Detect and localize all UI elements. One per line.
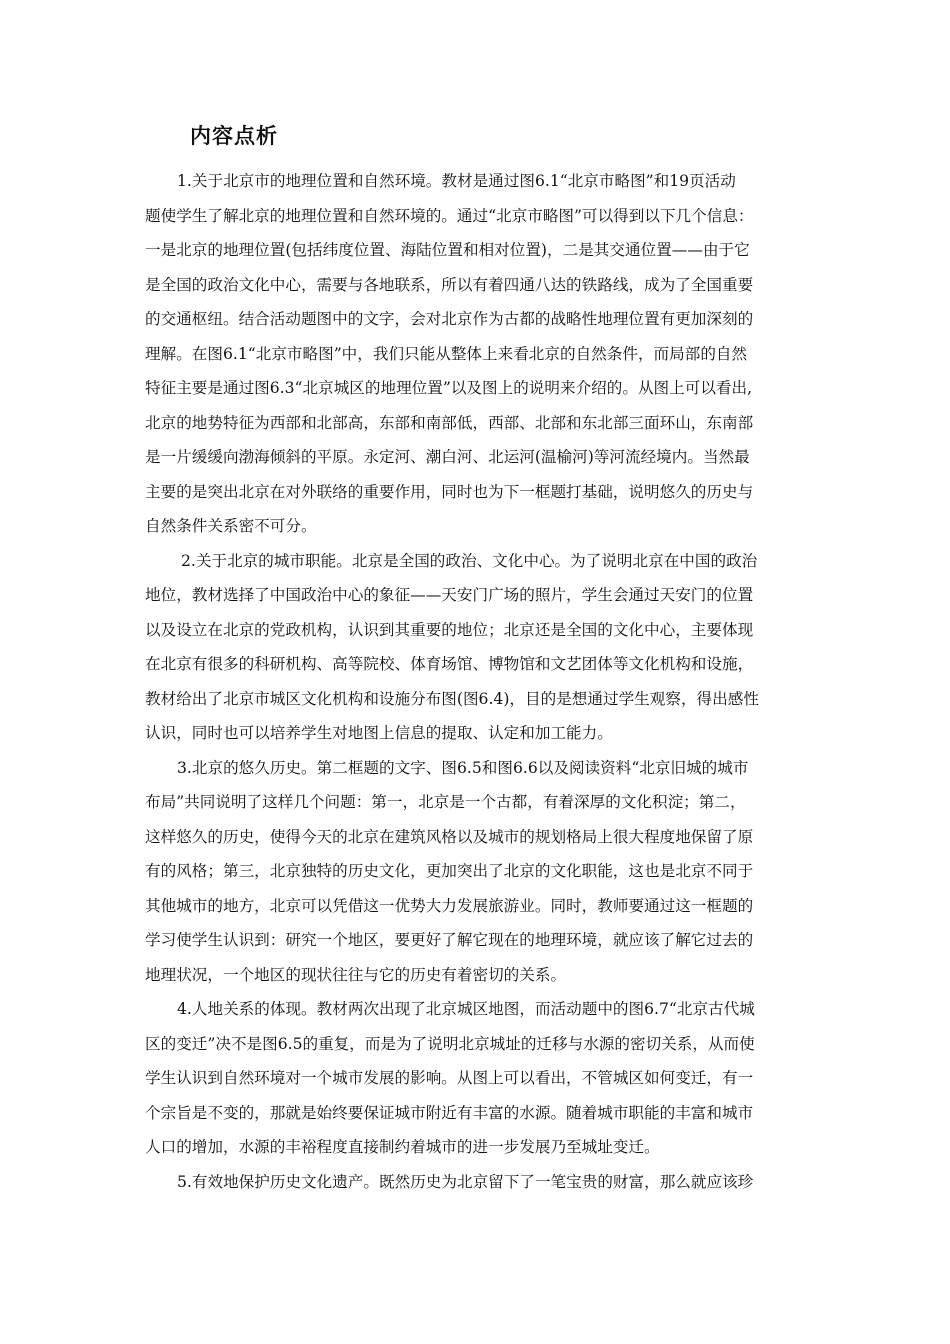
paragraph-line: 地位，教材选择了中国政治中心的象征——天安门广场的照片，学生会通过天安门的位置 <box>145 586 754 604</box>
paragraph-3 <box>145 751 815 993</box>
paragraph-line: 这样悠久的历史，使得今天的北京在建筑风格以及城市的规划格局上很大程度地保留了原 <box>145 827 754 846</box>
paragraph-2 <box>145 544 815 751</box>
paragraph-line: 一是北京的地理位置(包括纬度位置、海陆位置和相对位置)，二是其交通位置——由于它 <box>145 241 750 259</box>
paragraph-5 <box>145 1165 815 1200</box>
paragraph-line: 2.关于北京的城市职能。北京是全国的政治、文化中心。为了说明北京在中国的政治 <box>181 551 758 570</box>
paragraph-line: 学习使学生认识到：研究一个地区，要更好了解它现在的地理环境，就应该了解它过去的 <box>145 931 754 949</box>
paragraph-line: 是全国的政治文化中心，需要与各地联系，所以有着四通八达的铁路线，成为了全国重要 <box>145 275 754 294</box>
paragraph-line: 有的风格；第三，北京独特的历史文化，更加突出了北京的文化职能，这也是北京不同于 <box>145 862 754 880</box>
paragraph-line: 在北京有很多的科研机构、高等院校、体育场馆、博物馆和文艺团体等文化机构和设施， <box>145 655 754 673</box>
paragraph-line: 地理状况，一个地区的现状往往与它的历史有着密切的关系。 <box>145 965 567 984</box>
paragraph-line: 区的变迁”决不是图6.5的重复，而是为了说明北京城址的迁移与水源的密切关系，从而使 <box>145 1034 755 1053</box>
paragraph-line: 个宗旨是不变的，那就是始终要保证城市附近有丰富的水源。随着城市职能的丰富和城市 <box>145 1103 754 1122</box>
paragraph-line: 特征主要是通过图6.3“北京城区的地理位置”以及图上的说明来介绍的。从图上可以看出, <box>145 379 753 397</box>
paragraph-line: 是一片缓缓向渤海倾斜的平原。永定河、潮白河、北运河(温榆河)等河流经境内。当然最 <box>145 448 750 466</box>
paragraph-line: 1.关于北京市的地理位置和自然环境。教材是通过图6.1“北京市略图”和19页活动 <box>177 172 736 190</box>
section-title: 内容点析 <box>190 124 278 148</box>
paragraph-line: 学生认识到自然环境对一个城市发展的影响。从图上可以看出，不管城区如何变迁，有一 <box>145 1069 754 1087</box>
paragraph-4 <box>145 992 815 1165</box>
paragraph-1 <box>145 164 815 544</box>
paragraph-line: 主要的是突出北京在对外联络的重要作用，同时也为下一框题打基础，说明悠久的历史与 <box>145 482 754 501</box>
paragraph-line: 人口的增加，水源的丰裕程度直接制约着城市的进一步发展乃至城址变迁。 <box>145 1138 660 1156</box>
paragraph-line: 以及设立在北京的党政机构，认识到其重要的地位；北京还是全国的文化中心，主要体现 <box>145 620 754 639</box>
document-body <box>145 164 815 1199</box>
paragraph-line: 北京的地势特征为西部和北部高，东部和南部低，西部、北部和东北部三面环山，东南部 <box>145 413 754 432</box>
paragraph-line: 的交通枢纽。结合活动题图中的文字，会对北京作为古都的战略性地理位置有更加深刻的 <box>145 310 754 328</box>
paragraph-line: 3.北京的悠久历史。第二框题的文字、图6.5和图6.6以及阅读资料“北京旧城的城市 <box>177 758 749 777</box>
paragraph-line: 认识，同时也可以培养学生对地图上信息的提取、认定和加工能力。 <box>145 724 613 742</box>
paragraph-line: 自然条件关系密不可分。 <box>145 517 317 535</box>
paragraph-line: 教材给出了北京市城区文化机构和设施分布图(图6.4)，目的是想通过学生观察，得出感性 <box>145 689 759 708</box>
paragraph-line: 其他城市的地方，北京可以凭借这一优势大力发展旅游业。同时，教师要通过这一框题的 <box>145 896 754 915</box>
paragraph-line: 5.有效地保护历史文化遗产。既然历史为北京留下了一笔宝贵的财富，那么就应该珍 <box>177 1172 754 1191</box>
paragraph-line: 布局”共同说明了这样几个问题：第一，北京是一个古都，有着深厚的文化积淀；第二， <box>145 793 746 811</box>
paragraph-line: 理解。在图6.1“北京市略图”中，我们只能从整体上来看北京的自然条件，而局部的自然 <box>145 344 748 363</box>
paragraph-line: 题使学生了解北京的地理位置和自然环境的。通过“北京市略图”可以得到以下几个信息： <box>145 206 754 225</box>
paragraph-line: 4.人地关系的体现。教材两次出现了北京城区地图，而活动题中的图6.7“北京古代城 <box>177 1000 755 1018</box>
